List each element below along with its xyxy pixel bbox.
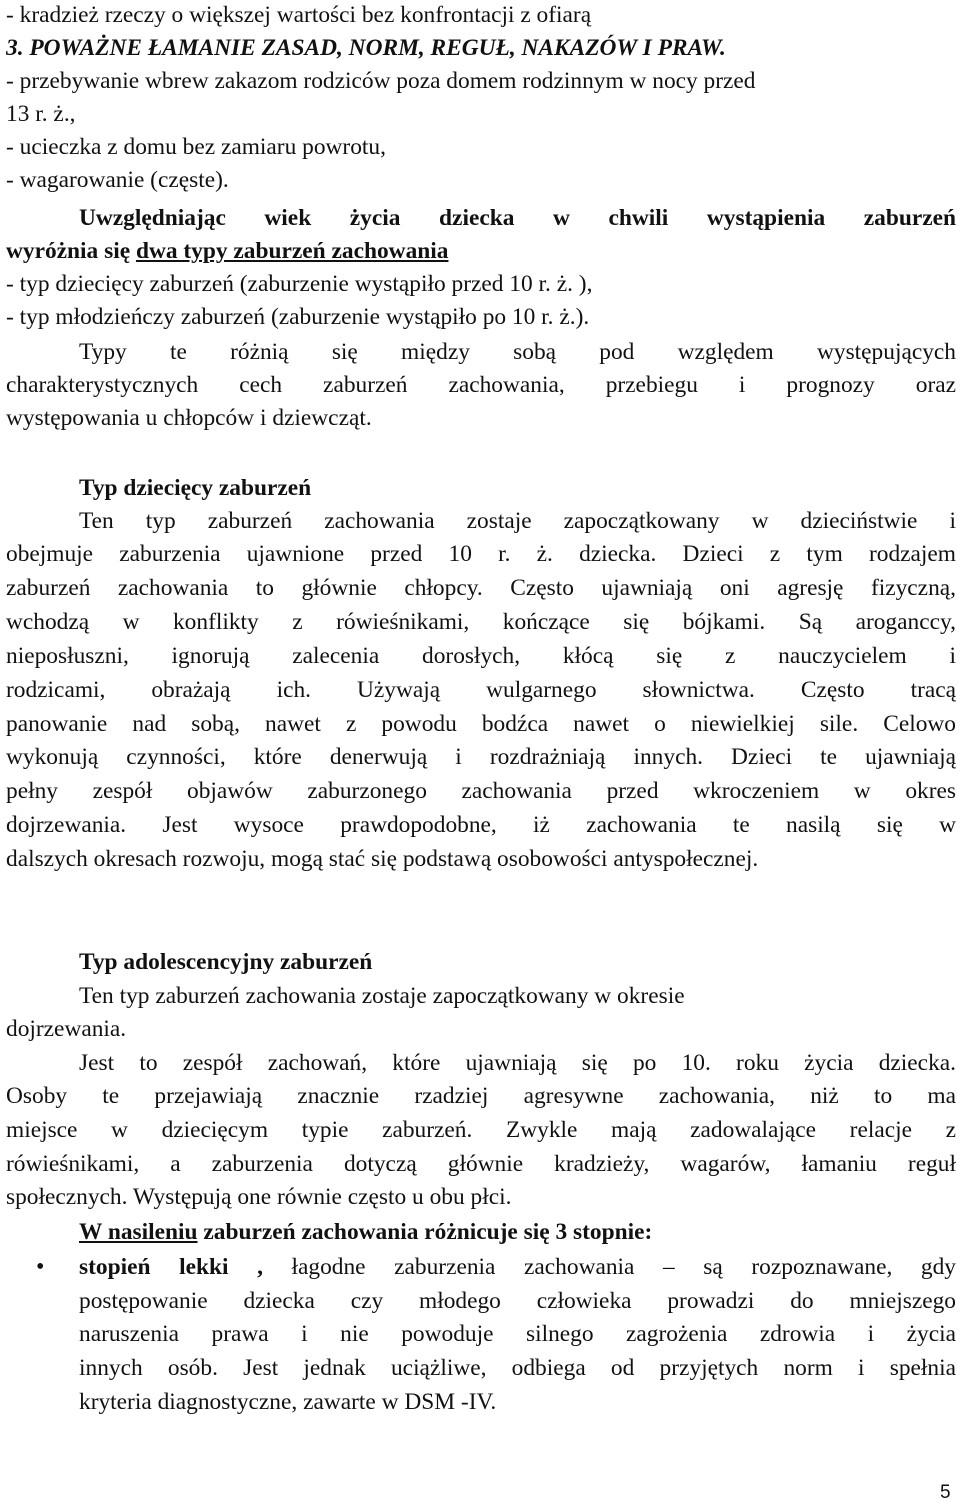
bullet-icon: • bbox=[36, 1254, 45, 1280]
adolescent-line-3: Jest to zespół zachowań, które ujawniają się po 10. roku życia dziecka. bbox=[79, 1050, 956, 1076]
severity-item-1-line: kryteria diagnostyczne, zawarte w DSM -IV. bbox=[79, 1389, 497, 1415]
text-line-truancy: - wagarowanie (częste). bbox=[6, 167, 229, 193]
severity-item-1-line-1 bbox=[79, 1252, 956, 1282]
types-lead-text: wyróżnia się bbox=[6, 238, 136, 264]
adolescent-type-heading: Typ adolescencyjny zaburzeń bbox=[79, 949, 373, 975]
adolescent-line-2: dojrzewania. bbox=[6, 1016, 127, 1042]
adolescent-line-1: Ten typ zaburzeń zachowania zostaje zapoczątkowany w okresie bbox=[79, 983, 685, 1009]
text-line-runaway: - ucieczka z domu bez zamiaru powrotu, bbox=[6, 134, 386, 160]
text-line-night-absence: - przebywanie wbrew zakazom rodziców poza domem rodzinnym w nocy przed bbox=[6, 68, 756, 94]
childhood-paragraph-line: pełny zespół objawów zaburzonego zachowania przed wkroczeniem w okres bbox=[6, 778, 956, 804]
childhood-paragraph-line: obejmuje zaburzenia ujawnione przed 10 r. ż. dziecka. Dzieci z tym rodzajem bbox=[6, 541, 956, 567]
childhood-paragraph-line: dalszych okresach rozwoju, mogą stać się podstawą osobowości antyspołecznej. bbox=[6, 846, 759, 872]
types-diff-line-3: występowania u chłopców i dziewcząt. bbox=[6, 405, 372, 431]
type-adolescent-item: - typ młodzieńczy zaburzeń (zaburzenie wystąpiło po 10 r. ż.). bbox=[6, 304, 590, 330]
section-heading-3: 3. POWAŻNE ŁAMANIE ZASAD, NORM, REGUŁ, NAKAZÓW I PRAW. bbox=[6, 35, 726, 61]
severity-item-1-line: naruszenia prawa i nie powoduje silnego zagrożenia zdrowia i życia bbox=[79, 1321, 956, 1347]
types-lead-line-2 bbox=[6, 236, 956, 266]
type-childhood-item: - typ dziecięcy zaburzeń (zaburzenie wystąpiło przed 10 r. ż. ), bbox=[6, 271, 593, 297]
types-lead-line-1: Uwzględniając wiek życia dziecka w chwili wystąpienia zaburzeń bbox=[79, 205, 956, 231]
text-line-theft: - kradzież rzeczy o większej wartości bez konfrontacji z ofiarą bbox=[6, 2, 592, 28]
text-line-age-13: 13 r. ż., bbox=[6, 101, 76, 127]
severity-item-1-line: innych osób. Jest jednak uciążliwe, odbiega od przyjętych norm i spełnia bbox=[79, 1355, 956, 1381]
childhood-paragraph-line: dojrzewania. Jest wysoce prawdopodobne, iż zachowania te nasilą się w bbox=[6, 812, 956, 838]
types-diff-line-1: Typy te różnią się między sobą pod względem występujących bbox=[79, 339, 956, 365]
childhood-paragraph-line: zaburzeń zachowania to głównie chłopcy. Często ujawniają oni agresję fizyczną, bbox=[6, 575, 956, 601]
page-number: 5 bbox=[940, 1482, 951, 1503]
types-diff-line-2: charakterystycznych cech zaburzeń zachowania, przebiegu i prognozy oraz bbox=[6, 372, 956, 398]
childhood-paragraph-line: wchodzą w konflikty z rówieśnikami, kończące się bójkami. Są aroganccy, bbox=[6, 609, 956, 635]
adolescent-line-4: Osoby te przejawiają znacznie rzadziej agresywne zachowania, niż to ma bbox=[6, 1083, 956, 1109]
adolescent-line-7: społecznych. Występują one równie często u obu płci. bbox=[6, 1184, 512, 1210]
severity-item-1-text: łagodne zaburzenia zachowania – są rozpoznawane, gdy bbox=[262, 1254, 956, 1280]
childhood-paragraph-line: Ten typ zaburzeń zachowania zostaje zapoczątkowany w dzieciństwie i bbox=[79, 508, 956, 534]
childhood-type-heading: Typ dziecięcy zaburzeń bbox=[79, 475, 312, 501]
severity-heading bbox=[79, 1217, 956, 1247]
childhood-paragraph-line: nieposłuszni, ignorują zalecenia dorosłych, kłócą się z nauczycielem i bbox=[6, 643, 956, 669]
severity-item-1-line: postępowanie dziecka czy młodego człowieka prowadzi do mniejszego bbox=[79, 1288, 956, 1314]
childhood-paragraph-line: wykonują czynności, które denerwują i rozdrażniają innych. Dzieci te ujawniają bbox=[6, 744, 956, 770]
severity-term-mild: stopień lekki , bbox=[79, 1254, 263, 1280]
severity-heading-underlined: W nasileniu bbox=[79, 1219, 198, 1245]
severity-heading-rest: zaburzeń zachowania różnicuje się 3 stopnie: bbox=[197, 1219, 653, 1245]
adolescent-line-5: miejsce w dziecięcym typie zaburzeń. Zwykle mają zadowalające relacje z bbox=[6, 1117, 956, 1143]
adolescent-line-6: rówieśnikami, a zaburzenia dotyczą głównie kradzieży, wagarów, łamaniu reguł bbox=[6, 1151, 956, 1177]
types-lead-underlined: dwa typy zaburzeń zachowania bbox=[135, 238, 449, 264]
childhood-paragraph-line: panowanie nad sobą, nawet z powodu bodźca nawet o niewielkiej sile. Celowo bbox=[6, 711, 956, 737]
childhood-paragraph-line: rodzicami, obrażają ich. Używają wulgarnego słownictwa. Często tracą bbox=[6, 677, 956, 703]
